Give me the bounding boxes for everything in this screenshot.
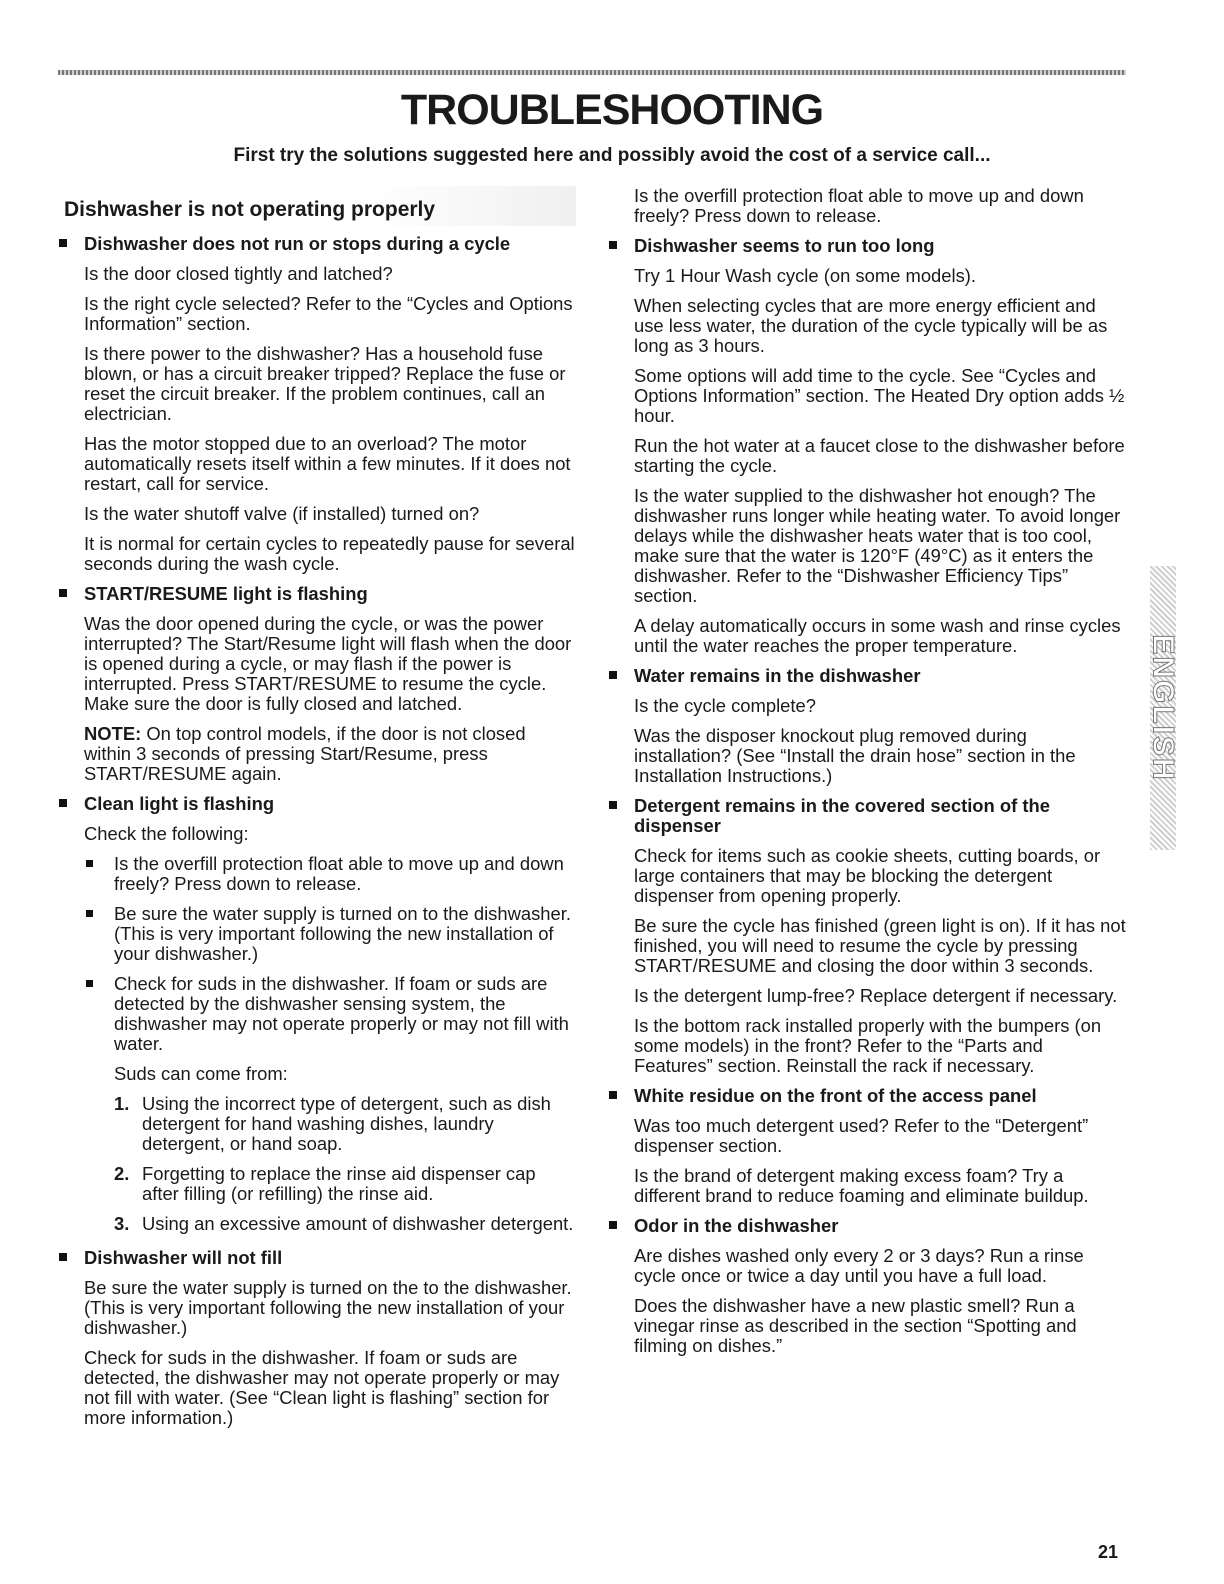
- issue-heading: [56, 584, 576, 604]
- bullet-icon: [59, 239, 67, 247]
- paragraph: Run the hot water at a faucet close to the dishwasher before starting the cycle.: [634, 435, 1125, 476]
- issue-heading: [606, 796, 1126, 836]
- issue-title: START/RESUME light is flashing: [84, 583, 368, 604]
- bullet-icon: [86, 910, 93, 917]
- issue-heading: [606, 666, 1126, 686]
- issue-title: White residue on the front of the access panel: [634, 1085, 1037, 1106]
- sub-bullet: [56, 974, 576, 1054]
- item-number: 3.: [114, 1213, 130, 1234]
- sub-bullet-text: Be sure the water supply is turned on to the dishwasher. (This is very important following the new installation of your dishwasher.): [114, 903, 571, 964]
- paragraph: Is the water shutoff valve (if installed) turned on?: [84, 503, 480, 524]
- paragraph: Is there power to the dishwasher? Has a household fuse blown, or has a circuit breaker tripped? Replace the fuse or reset the circuit breaker. If the problem continues, call an electrician.: [84, 343, 566, 424]
- sub-bullet-text: Is the overfill protection float able to move up and down freely? Press down to release.: [114, 853, 564, 894]
- paragraph: A delay automatically occurs in some wash and rinse cycles until the water reaches the proper temperature.: [634, 615, 1121, 656]
- numbered-item-text: Using an excessive amount of dishwasher detergent.: [142, 1213, 574, 1234]
- bullet-icon: [609, 241, 617, 249]
- issue-heading: [606, 1216, 1126, 1236]
- paragraph: It is normal for certain cycles to repeatedly pause for several seconds during the wash cycle.: [84, 533, 575, 574]
- right-column: [606, 186, 1126, 1366]
- numbered-item: [56, 1214, 576, 1234]
- bullet-icon: [609, 671, 617, 679]
- paragraph: Some options will add time to the cycle. See “Cycles and Options Information” section. The Heated Dry option adds ½ hour.: [634, 365, 1125, 426]
- bullet-icon: [59, 1253, 67, 1261]
- item-number: 2.: [114, 1163, 130, 1184]
- paragraph: When selecting cycles that are more energy efficient and use less water, the duration of the cycle typically will be as long as 3 hours.: [634, 295, 1108, 356]
- bullet-icon: [609, 1091, 617, 1099]
- paragraph: Is the right cycle selected? Refer to the “Cycles and Options Information” section.: [84, 293, 573, 334]
- issue-title: Dishwasher seems to run too long: [634, 235, 935, 256]
- paragraph: Has the motor stopped due to an overload? The motor automatically resets itself within a few minutes. If it does not restart, call for service.: [84, 433, 571, 494]
- paragraph: Was too much detergent used? Refer to the “Detergent” dispenser section.: [634, 1115, 1089, 1156]
- sub-bullet: [56, 854, 576, 894]
- numbered-item-text: Using the incorrect type of detergent, such as dish detergent for hand washing dishes, laundry detergent, or hand soap.: [142, 1093, 551, 1154]
- sub-bullet-text: Check for suds in the dishwasher. If foam or suds are detected by the dishwasher sensing system, the dishwasher may not operate properly or may not fill with water.: [114, 973, 569, 1054]
- issue-heading: [56, 234, 576, 254]
- sub-bullet: [56, 904, 576, 964]
- bullet-icon: [609, 801, 617, 809]
- language-side-tab-label-wrap: [1147, 566, 1181, 850]
- paragraph: Be sure the cycle has finished (green light is on). If it has not finished, you will need to resume the cycle by pressing START/RESUME and closing the door within 3 seconds.: [634, 915, 1126, 976]
- page-number: 21: [1098, 1542, 1119, 1562]
- header-rule: [58, 70, 1126, 75]
- bullet-icon: [59, 799, 67, 807]
- note-text: On top control models, if the door is not closed within 3 seconds of pressing Start/Resume, press START/RESUME again.: [84, 723, 526, 784]
- paragraph: Suds can come from:: [114, 1063, 288, 1084]
- bullet-icon: [86, 860, 93, 867]
- issue-title: Detergent remains in the covered section of the dispenser: [634, 795, 1050, 836]
- issue-title: Odor in the dishwasher: [634, 1215, 839, 1236]
- issue-heading: [56, 1248, 576, 1268]
- paragraph: Is the detergent lump-free? Replace detergent if necessary.: [634, 985, 1118, 1006]
- paragraph: Is the door closed tightly and latched?: [84, 263, 393, 284]
- page-subtitle: First try the solutions suggested here and possibly avoid the cost of a service call...: [233, 145, 991, 166]
- item-number: 1.: [114, 1093, 130, 1114]
- issue-heading: [606, 236, 1126, 256]
- bullet-icon: [609, 1221, 617, 1229]
- issue-title: Water remains in the dishwasher: [634, 665, 921, 686]
- paragraph: Check for items such as cookie sheets, cutting boards, or large containers that may be blocking the detergent dispenser from opening properly.: [634, 845, 1101, 906]
- paragraph: Is the cycle complete?: [634, 695, 816, 716]
- note-label: NOTE:: [84, 723, 142, 744]
- left-column: [56, 186, 576, 1438]
- issue-title: Dishwasher will not fill: [84, 1247, 283, 1268]
- paragraph: Does the dishwasher have a new plastic smell? Run a vinegar rinse as described in the section “Spotting and filming on dishes.”: [634, 1295, 1077, 1356]
- paragraph: Is the overfill protection float able to move up and down freely? Press down to release.: [634, 185, 1084, 226]
- issue-heading: [56, 794, 576, 814]
- paragraph: Try 1 Hour Wash cycle (on some models).: [634, 265, 977, 286]
- paragraph: Check the following:: [84, 823, 249, 844]
- paragraph: Was the disposer knockout plug removed during installation? (See “Install the drain hose” section in the Installation Instructions.): [634, 725, 1076, 786]
- paragraph: Is the bottom rack installed properly with the bumpers (on some models) in the front? Refer to the “Parts and Features” section. Reinstall the rack if necessary.: [634, 1015, 1102, 1076]
- numbered-item-text: Forgetting to replace the rinse aid dispenser cap after filling (or refilling) the rinse aid.: [142, 1163, 536, 1204]
- page-title: TROUBLESHOOTING: [400, 86, 824, 134]
- issue-title: Dishwasher does not run or stops during a cycle: [84, 233, 511, 254]
- note: [56, 724, 576, 784]
- issue-heading: [606, 1086, 1126, 1106]
- issue-title: Clean light is flashing: [84, 793, 275, 814]
- paragraph: Are dishes washed only every 2 or 3 days? Run a rinse cycle once or twice a day until you have a full load.: [634, 1245, 1084, 1286]
- paragraph: Was the door opened during the cycle, or was the power interrupted? The Start/Resume light will flash when the door is opened during a cycle, or may flash if the power is interrupted. Press START/RESUME to resume the cycle. Make sure the door is fully closed and latched.: [84, 613, 572, 714]
- paragraph: Is the water supplied to the dishwasher hot enough? The dishwasher runs longer while heating water. To avoid longer delays while the dishwasher heats water that is too cool, make sure that the water is 120°F (49°C) as it enters the dishwasher. Refer to the “Dishwasher Efficiency Tips” section.: [634, 485, 1121, 606]
- paragraph: Check for suds in the dishwasher. If foam or suds are detected, the dishwasher may not operate properly or may not fill with water. (See “Clean light is flashing” section for more information.): [84, 1347, 560, 1428]
- language-side-tab-label: ENGLISH: [1147, 634, 1181, 782]
- section-heading: Dishwasher is not operating properly: [56, 186, 576, 226]
- paragraph: Is the brand of detergent making excess foam? Try a different brand to reduce foaming and eliminate buildup.: [634, 1165, 1089, 1206]
- numbered-item: [56, 1094, 576, 1154]
- bullet-icon: [59, 589, 67, 597]
- numbered-item: [56, 1164, 576, 1204]
- bullet-icon: [86, 980, 93, 987]
- paragraph: Be sure the water supply is turned on the to the dishwasher. (This is very important following the new installation of your dishwasher.): [84, 1277, 572, 1338]
